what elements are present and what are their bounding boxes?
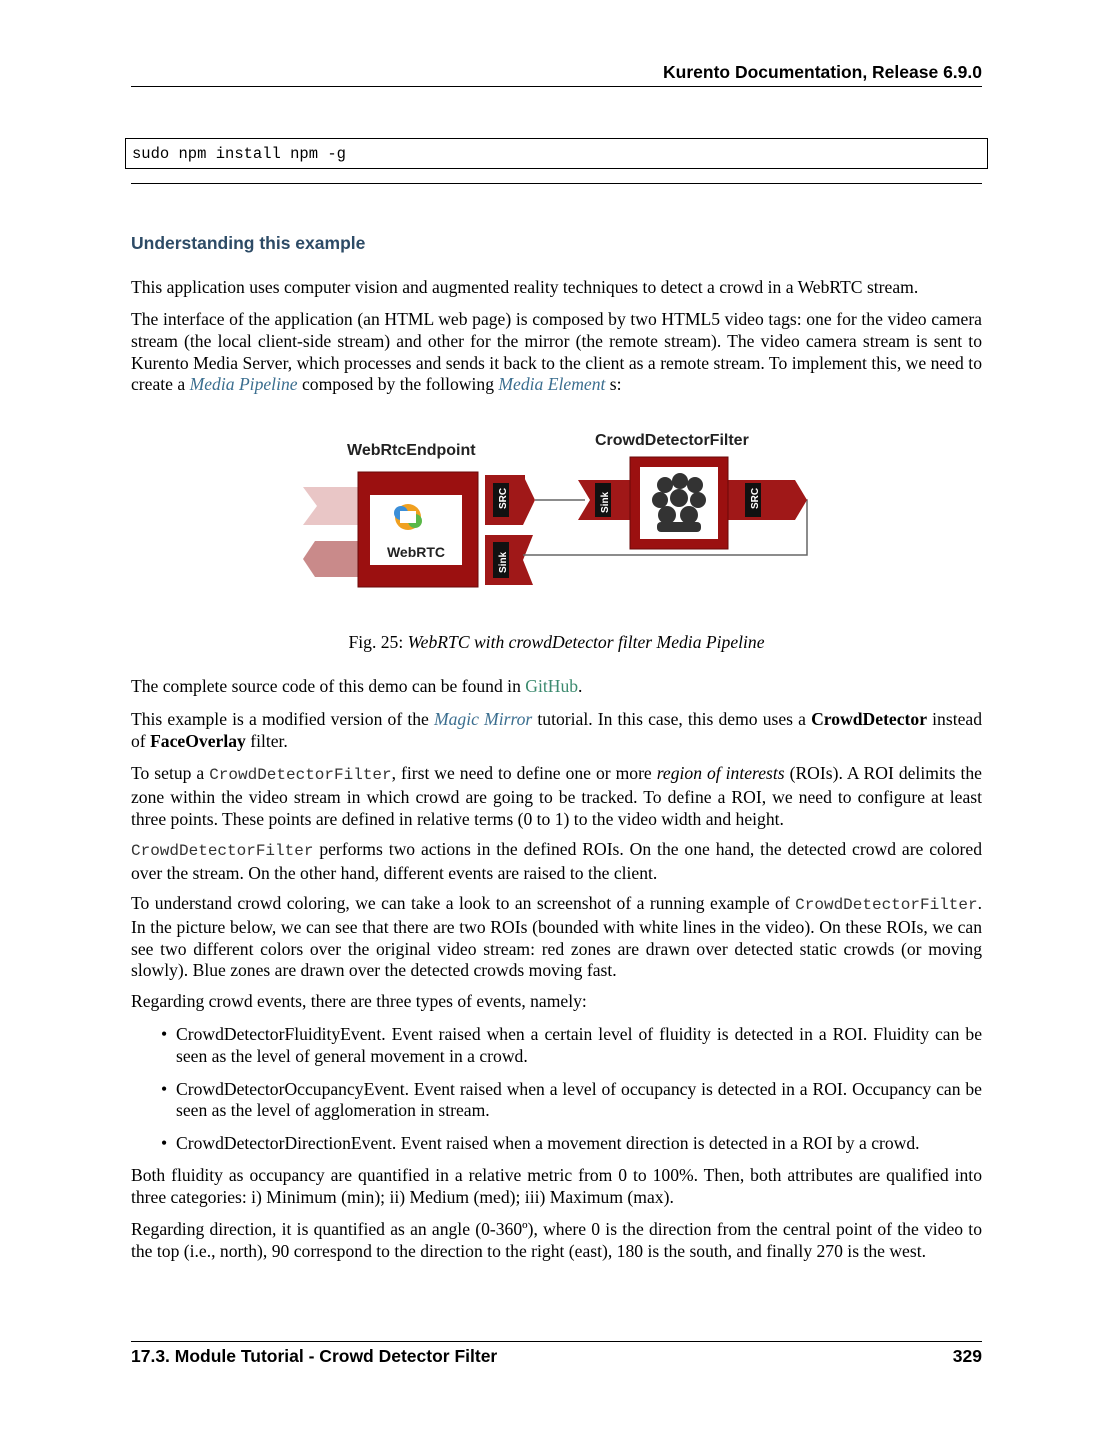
bold-text: CrowdDetector — [811, 709, 928, 729]
text: The complete source code of this demo can be found in — [131, 676, 526, 696]
text: . In the picture below, we can see that there are two ROIs (bounded with white lines in the video). On these ROIs, we can see two different colors over the original video stream: red zones are drawn over detected static crowds (or moving slowly). Blue zones are drawn over the detected crowds moving fast. — [131, 893, 982, 981]
text: . — [578, 676, 583, 696]
text: , first we need to define one or more — [391, 763, 657, 783]
code-block: sudo npm install npm -g — [125, 138, 988, 169]
bold-text: FaceOverlay — [150, 730, 246, 751]
emphasis: region of interests — [656, 763, 785, 783]
list-item: • CrowdDetectorOccupancyEvent. Event raised when a level of occupancy is detected in a ROI. Occupancy can be seen as the level of agglomeration in stream. — [131, 1079, 982, 1123]
filter-src-pad — [720, 480, 807, 520]
text: This example is a modified version of the — [131, 709, 434, 729]
webrtc-endpoint-label: WebRtcEndpoint — [347, 442, 476, 459]
text: instead of — [131, 709, 983, 751]
caption-prefix: Fig. 25: — [348, 632, 408, 652]
crowd-detector-label: CrowdDetectorFilter — [595, 432, 749, 449]
paragraph — [131, 709, 982, 753]
text: To understand crowd coloring, we can take a look to an screenshot of a running example of — [131, 893, 796, 913]
inline-code: CrowdDetectorFilter — [795, 896, 978, 914]
paragraph: This application uses computer vision and augmented reality techniques to detect a crowd in a WebRTC stream. — [131, 277, 919, 297]
event-list — [131, 1024, 982, 1166]
webrtc-logo-text: WebRTC — [386, 544, 446, 560]
inline-code: CrowdDetectorFilter — [131, 842, 314, 860]
text: filter. — [245, 730, 288, 751]
pipeline-diagram — [295, 425, 815, 595]
github-link[interactable]: GitHub — [525, 676, 579, 696]
footer-rule — [131, 1341, 982, 1342]
footer-section: 17.3. Module Tutorial - Crowd Detector Filter — [131, 1346, 498, 1366]
text: tutorial. In this case, this demo uses a — [532, 709, 812, 729]
paragraph — [131, 893, 982, 982]
text: To setup a — [131, 763, 210, 783]
text: s: — [605, 374, 622, 395]
media-element-link[interactable]: Media Element — [498, 374, 606, 395]
text: (ROIs). A ROI delimits the zone within the video stream in which crowd are going to be tracked. To define a ROI, we need to configure at least three points. These points are defined in relative terms (0 to 1) to the video width and height. — [131, 763, 982, 829]
paragraph — [131, 676, 982, 698]
running-header: Kurento Documentation, Release 6.9.0 — [663, 62, 982, 82]
src-pad — [485, 475, 535, 525]
header-rule — [131, 86, 982, 87]
list-item: • CrowdDetectorDirectionEvent. Event raised when a movement direction is detected in a ROI by a crowd. — [131, 1133, 982, 1155]
running-footer — [131, 1346, 982, 1368]
input-arrow — [303, 487, 365, 525]
inline-code: CrowdDetectorFilter — [209, 766, 392, 784]
src-label: SRC — [498, 487, 509, 509]
media-pipeline-link[interactable]: Media Pipeline — [189, 374, 298, 395]
src-label: SRC — [750, 487, 761, 509]
paragraph: Regarding crowd events, there are three types of events, namely: — [131, 991, 587, 1011]
sink-label: Sink — [600, 491, 611, 513]
paragraph: Regarding direction, it is quantified as an angle (0-360º), where 0 is the direction from the central point of the video to the top (i.e., north), 90 correspond to the direction to the right (east), 180 is the south, and finally 270 is the west. — [131, 1219, 982, 1261]
paragraph — [131, 839, 982, 885]
text: performs two actions in the defined ROIs. On the one hand, the detected crowd are colored over the stream. On the other hand, different events are raised to the client. — [131, 839, 982, 883]
page-number: 329 — [952, 1346, 982, 1366]
text: composed by the following — [297, 374, 499, 395]
output-arrow — [303, 541, 365, 577]
code-rule — [131, 183, 982, 184]
paragraph: Both fluidity as occupancy are quantified in a relative metric from 0 to 100%. Then, both attributes are qualified into three categories: i) Minimum (min); ii) Medium (med); iii) Maximum (max). — [131, 1165, 982, 1207]
sink-label: Sink — [498, 551, 509, 573]
list-item: • CrowdDetectorFluidityEvent. Event raised when a certain level of fluidity is detected in a ROI. Fluidity can be seen as the level of general movement in a crowd. — [131, 1024, 982, 1068]
magic-mirror-link[interactable]: Magic Mirror — [433, 709, 533, 729]
section-heading: Understanding this example — [131, 233, 366, 253]
paragraph — [131, 763, 982, 830]
figure-caption — [0, 632, 1113, 654]
crowd-icon — [652, 473, 706, 532]
paragraph — [131, 309, 982, 396]
text: The interface of the application (an HTML web page) is composed by two HTML5 video tags: one for the video camera stream (the local client-side stream) and other for the mirror (the remote stream). The video camera stream is sent to Kurento Media Server, which processes and sends it back to the client as a remote stream. To implement this, we need to create a — [131, 309, 982, 395]
caption-text: WebRTC with crowdDetector filter Media Pipeline — [407, 632, 765, 652]
